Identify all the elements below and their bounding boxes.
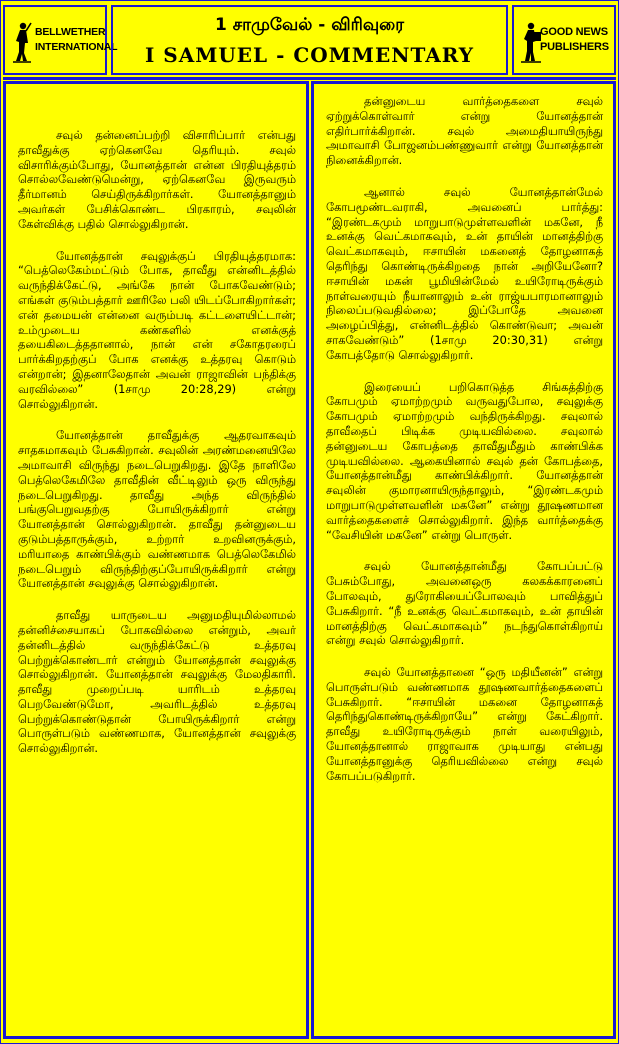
paragraph: தன்னுடைய வார்த்தைகளை சவுல் ஏற்றுக்கொள்வார் என்று யோனத்தான் எதிர்பார்க்கிறான். சவுல் அமைதியாயிருந்து அமாவாசி போஜனம்பண்ணுவார் என்று யோனத்தான் நினைக்கிறான். xyxy=(326,94,603,168)
logo-line-2: PUBLISHERS xyxy=(540,41,609,53)
paragraph: சவுல் யோனத்தானை “ஒரு மதியீனன்” என்று பொருள்படும் வண்ணமாக தூஷணவார்த்தைகளைப் பேசுகிறார். “ஈசாயின் மகனை தோழனாகத் தெரிந்துகொண்டிருக்கிறாயே” என்று கேட்கிறார். தாவீது உயிரோடிருக்கும் நாள் வரையிலும், யோனத்தானால் ராஜாவாக முடியாது என்பது யோனத்தானுக்கு தெரியவில்லை என்று சவுல் கோபப்படுகிறார். xyxy=(326,665,603,783)
title-box xyxy=(111,5,508,75)
page-title-tamil: 1 சாமுவேல் - விரிவுரை xyxy=(215,15,404,35)
paragraph: ஆனால் சவுல் யோனத்தான்மேல் கோபமூண்டவராகி, அவனைப் பார்த்து: “இரண்டகமும் மாறுபாடுமுள்ளவளின் மகனே, நீ உனக்கு வெட்கமாகவும், உன் தாயின் மானத்திற்கு வெட்கமாகவும், ஈசாயின் மகனைத் தோழனாகத் தெரிந்து கொண்டிருக்கிறதை நான் அறியேனோ? ஈசாயின் மகன் பூமியின்மேல் உயிரோடிருக்கும் நாள்வரையும் நீயானாலும் உன் ராஜ்யபாரமானாலும் நிலைப்படுவதில்லை; இப்போதே அவனை அழைப்பித்து, என்னிடத்தில் கொண்டுவா; அவன் சாகவேண்டும்” (1சாமு 20:30,31) என்று கோபத்தோடு சொல்லுகிறார். xyxy=(326,184,603,362)
bellwether-logo-text xyxy=(35,25,118,55)
paragraph: யோனத்தான் தாவீதுக்கு ஆதரவாகவும் சாதகமாகவும் பேசுகிறான். சவுலின் அரண்மனையிலே அமாவாசி விருந்து நடைபெறுகிறது. இதே நாளிலே பெத்லெகேமிலே தாவீதின் வீட்டிலும் ஒரு விருந்து நடைபெறுகிறது. தாவீது அந்த விருந்தில் பங்குபெறுவதற்கு போயிருக்கிறார் என்று யோனத்தான் சொல்லுகிறான். தாவீது தன்னுடைய குடும்பத்தாருக்கும், உற்றார் உறவினருக்கும், மரியாதை காண்பிக்கும் வண்ணமாக பெத்லெகேமில் நடைபெறும் விருந்திற்குப்போயிருக்கிறார் என்று யோனத்தான் சவுலுக்கு சொல்லுகிறான். xyxy=(18,428,296,591)
logo-line-2: INTERNATIONAL xyxy=(35,41,118,53)
good-news-logo-text xyxy=(540,25,610,55)
bellwether-logo xyxy=(3,5,118,75)
paragraph: தாவீது யாருடைய அனுமதியுமில்லாமல் தன்னிச்சையாகப் போகவில்லை என்றும், அவர் தன்னிடத்தில் வருந்திக்கேட்டு உத்தரவு பெற்றுக்கொண்டார் என்றும் யோனத்தான் சவுலுக்கு சொல்லுகிறான். யோனத்தான் சவுலுக்கு மேலதிகாரி. தாவீது முறைப்படி யாரிடம் உத்தரவு பெறவேண்டுமோ, அவரிடத்தில் உத்தரவு பெற்றுக்கொண்டுதான் போயிருக்கிறார் என்று பொருள்படும் வண்ணமாக, யோனத்தான் சவுலுக்கு சொல்லுகிறான். xyxy=(18,608,296,756)
herald-figure-icon xyxy=(520,21,542,63)
paragraph: சவுல் தன்னைப்பற்றி விசாரிப்பார் என்பது தாவீதுக்கு ஏற்கெனவே தெரியும். சவுல் விசாரிக்கும்போது, யோனத்தான் என்ன பிரதியுத்தரம் சொல்லவேண்டுமென்று, ஏற்கெனவே இருவரும் தீர்மானம் செய்திருக்கிறார்கள். யோனத்தானும் அவர்கள் பேசிக்கொண்ட பிரகாரம், சவுலின் கேள்விக்கு பதில் சொல்லுகிறான். xyxy=(18,128,296,231)
good-news-logo xyxy=(512,5,616,75)
page-title-english: I SAMUEL - COMMENTARY xyxy=(144,43,475,67)
logo-line-1: GOOD NEWS xyxy=(540,26,608,38)
right-column xyxy=(311,81,616,1039)
header xyxy=(3,3,616,80)
bell-ringer-icon xyxy=(11,21,33,63)
paragraph: இரையைப் பறிகொடுத்த சிங்கத்திற்கு கோபமும் ஏமாற்றமும் வருவதுபோல, சவுலுக்கு கோபமும் ஏமாற்றமும் வந்திருக்கிறது. சவுலால் தாவீதைப் பிடிக்க முடியவில்லை. சவுலால் தன்னுடைய கோபத்தை தாவீதுமீதும் காண்பிக்க முடியவில்லை. ஆகையினால் சவுல் தன் கோபத்தை, யோனத்தான்மீது காண்பிக்கிறார். யோனத்தான் சவுலின் குமாரனாயிருந்தாலும், “இரண்டகமும் மாறுபாடுமுள்ளவளின் மகனே” என்று தூஷணமான வார்த்தைகளைச் சொல்லுகிறார். இந்த வார்த்தைக்கு “வேசியின் மகனே” என்று பொருள். xyxy=(326,379,603,542)
left-column xyxy=(3,81,309,1039)
paragraph: சவுல் யோனத்தான்மீது கோபப்பட்டு பேசும்போது, அவனைஒரு கலகக்காரனைப் போலவும், துரோகியைப்போலவும் பாவித்துப் பேசுகிறார். “நீ உனக்கு வெட்கமாகவும், உன் தாயின் மானத்திற்கு வெட்கமாகவும்” நடந்துகொள்கிறாய் என்று சவுல் சொல்லுகிறார். xyxy=(326,559,603,648)
paragraph: யோனத்தான் சவுலுக்குப் பிரதியுத்தரமாக: “பெத்லெகேம்மட்டும் போக, தாவீது என்னிடத்தில் வருந்திக்கேட்டு, அங்கே நான் போகவேண்டும்; எங்கள் குடும்பத்தார் ஊரிலே பலி யிடப்போகிறார்கள்; என் தமையன் என்னை வரும்படி கட்டளையிட்டான்; உம்முடைய கண்களில் எனக்குத் தயைகிடைத்ததானால், நான் என் சகோதரரைப் பார்க்கிறதற்குப் போக எனக்கு உத்தரவு கொடும் என்றான்; இதனாலேதான் அவன் ராஜாவின் பந்திக்கு வரவில்லை” (1சாமு 20:28,29) என்று சொல்லுகிறான். xyxy=(18,248,296,411)
logo-line-1: BELLWETHER xyxy=(35,26,106,38)
